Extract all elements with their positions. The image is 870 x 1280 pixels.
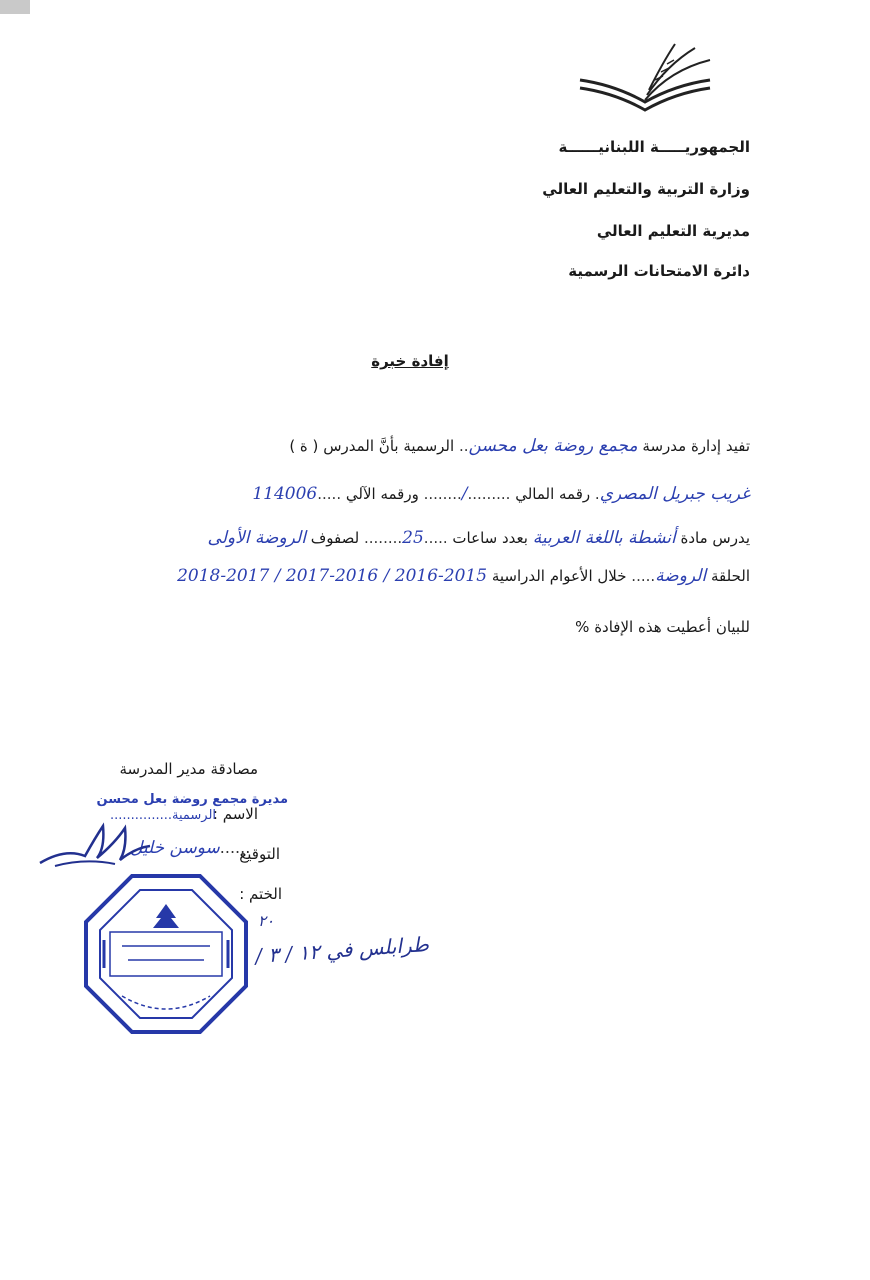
school-short: الرسمية: [172, 808, 217, 823]
approval-label: مصادقة مدير المدرسة: [119, 760, 258, 778]
body-row-school: تفيد إدارة مدرسة مجمع روضة بعل محسن.. الرسمية بأنَّ المدرس ( ة ): [289, 436, 750, 456]
seal-label: الختم :: [239, 885, 282, 903]
body-row-subject: يدرس مادة أنشطة باللغة العربية بعدد ساعات .....25........ لصفوف الروضة الأولى: [207, 528, 750, 548]
subject-value: أنشطة باللغة العربية: [532, 528, 676, 548]
classes-label: لصفوف: [310, 529, 360, 547]
principal-stamp-line: مديرة مجمع روضة بعل محسن: [96, 792, 288, 807]
handwritten-signature-icon: [35, 818, 155, 873]
hours-value: 25: [402, 528, 424, 548]
computer-label: ورقمه الآلي: [345, 485, 419, 503]
row1-end: ( ة ): [289, 437, 319, 455]
cycle-label: الحلقة: [710, 567, 750, 585]
school-name: مجمع روضة بعل محسن: [468, 436, 638, 456]
closing-line: للبيان أعطيت هذه الإفادة %: [575, 618, 750, 636]
school-short-stamp: الرسمية...............: [110, 808, 217, 823]
body-row-cycle: الحلقة الروضة..... خلال الأعوام الدراسية 2015-2016 / 2016-2017 / 2017-2018: [177, 566, 750, 586]
signature-label: التوقيع: [239, 845, 280, 863]
subject-label: يدرس مادة: [680, 529, 750, 547]
classes-value: الروضة الأولى: [207, 528, 306, 548]
signer-name: سوسن خليل: [130, 838, 220, 858]
financial-label: رقمه المالي: [515, 485, 591, 503]
hours-label: بعدد ساعات: [452, 529, 528, 547]
scan-edge: [0, 0, 30, 14]
official-seal-icon: [82, 872, 250, 1036]
cycle-value: الروضة: [655, 566, 707, 586]
financial-value: /: [461, 484, 468, 504]
header-department: دائرة الامتحانات الرسمية: [568, 262, 750, 280]
years-label: خلال الأعوام الدراسية: [491, 567, 627, 585]
date-superscript: ٢٠: [258, 912, 275, 930]
open-book-logo-icon: [575, 40, 715, 120]
header-directorate: مديرية التعليم العالي: [596, 222, 750, 240]
handwritten-date: طرابلس في ١٢ / ٣ /: [254, 931, 430, 969]
body-row-teacher: غريب جبريل المصري. رقمه المالي ........./........ ورقمه الآلي .....114006: [252, 484, 750, 504]
row1-mid: الرسمية بأنَّ المدرس: [323, 437, 455, 455]
header-ministry: وزارة التربية والتعليم العالي: [542, 180, 750, 198]
document-title: إفادة خبرة: [371, 352, 449, 370]
header-republic: الجمهوريـــــة اللبنانيــــــة: [558, 138, 750, 156]
signer-name-wrap: سوسن خليل......: [130, 838, 251, 858]
years-value: 2015-2016 / 2016-2017 / 2017-2018: [177, 566, 488, 586]
teacher-name: غريب جبريل المصري: [599, 484, 750, 504]
row1-lead: تفيد إدارة مدرسة: [642, 437, 750, 455]
computer-value: 114006: [252, 484, 318, 504]
name-label: الاسم :: [212, 805, 258, 823]
